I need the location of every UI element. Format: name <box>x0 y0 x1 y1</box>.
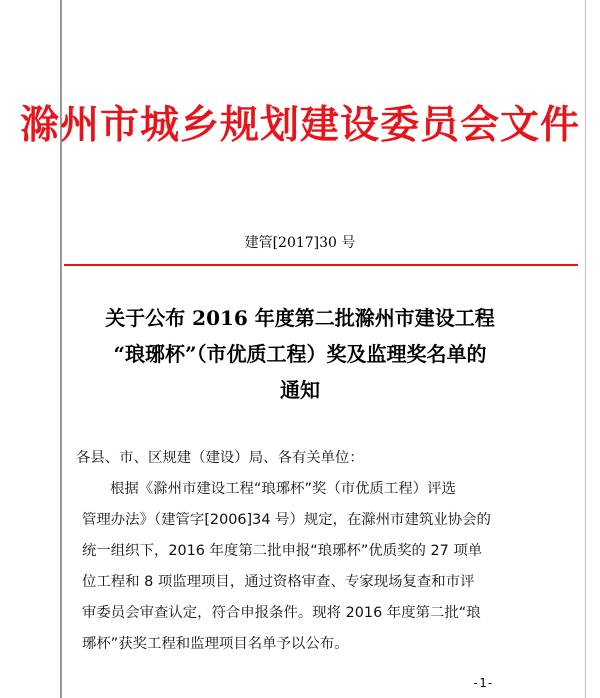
page-number: -1- <box>472 676 494 690</box>
body-line: 琊杯”获奖工程和监理项目名单予以公布。 <box>82 636 349 652</box>
body-line: 根据《滁州市建设工程“琅琊杯”奖（市优质工程）评选 <box>110 481 456 497</box>
document-header-title: 滁州市城乡规划建设委员会文件 <box>19 102 580 148</box>
notice-title-line: 通知 <box>280 378 320 402</box>
body-line: 统一组织下，2016 年度第二批申报“琅琊杯”优质奖的 27 项单 <box>82 543 483 559</box>
notice-title-line: 关于公布 2016 年度第二批滁州市建设工程 <box>105 306 495 330</box>
salutation: 各县、市、区规建（建设）局、各有关单位： <box>76 450 364 466</box>
body-line: 管理办法》（建管字[2006]34 号）规定，在滁州市建筑业协会的 <box>82 512 491 528</box>
notice-title-line: “琅琊杯”（市优质工程）奖及监理奖名单的 <box>113 342 487 366</box>
document-number: 建管[2017]30 号 <box>244 235 356 251</box>
notice-title <box>0 300 600 408</box>
body-line: 审委员会审查认定，符合申报条件。现将 2016 年度第二批“琅 <box>82 605 481 621</box>
header-divider-line <box>64 264 578 266</box>
body-line: 位工程和 8 项监理项目，通过资格审查、专家现场复查和市评 <box>82 574 475 590</box>
